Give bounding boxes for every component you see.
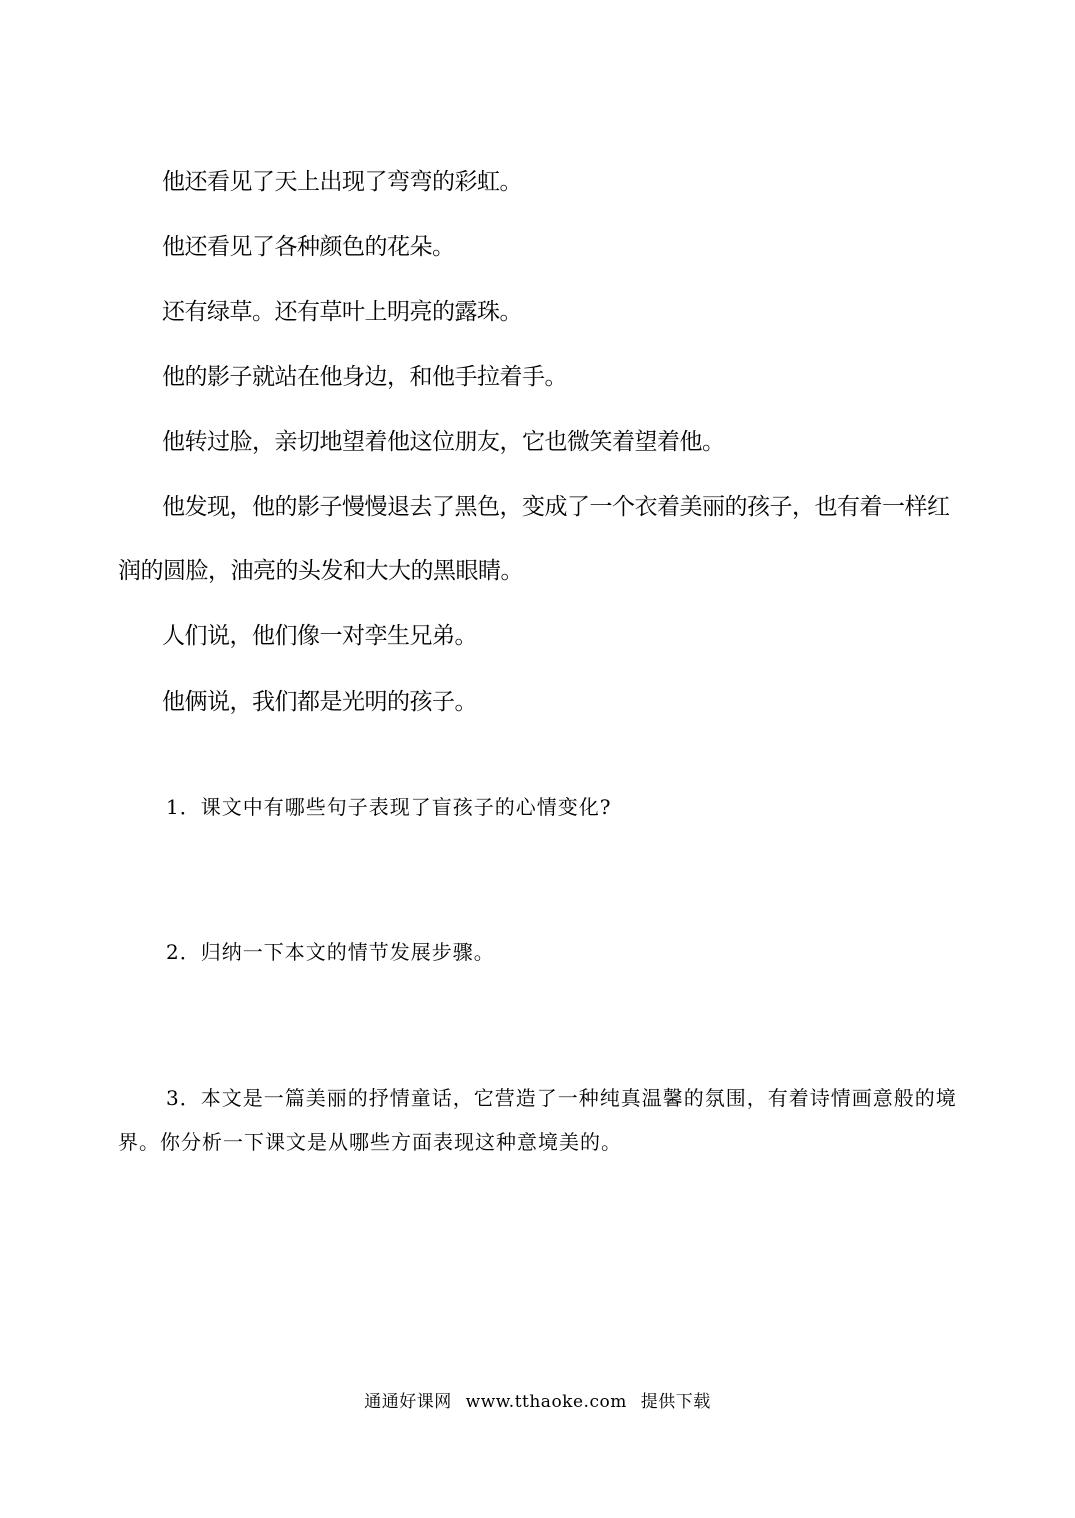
- story-paragraph-5: 他转过脸，亲切地望着他这位朋友，它也微笑着望着他。: [162, 429, 725, 455]
- story-paragraph-2: 他还看见了各种颜色的花朵。: [162, 234, 455, 260]
- question-1: 1．课文中有哪些句子表现了盲孩子的心情变化?: [166, 795, 612, 819]
- story-paragraph-8: 他俩说，我们都是光明的孩子。: [162, 689, 477, 715]
- story-paragraph-1: 他还看见了天上出现了弯弯的彩虹。: [162, 169, 522, 195]
- story-paragraph-6: 他发现，他的影子慢慢退去了黑色，变成了一个衣着美丽的孩子，也有着一样红润的圆脸，油亮的头发和大大的黑眼睛。: [118, 494, 950, 584]
- footer-tagline: 提供下载: [640, 1392, 711, 1412]
- footer-url: www.tthaoke.com: [465, 1392, 627, 1412]
- page-footer: [0, 1390, 1075, 1414]
- story-paragraph-7: 人们说，他们像一对孪生兄弟。: [162, 623, 477, 649]
- footer-site-name: 通通好课网: [364, 1392, 452, 1412]
- story-paragraph-3: 还有绿草。还有草叶上明亮的露珠。: [162, 299, 522, 325]
- question-2: 2．归纳一下本文的情节发展步骤。: [166, 940, 495, 964]
- question-3: 3．本文是一篇美丽的抒情童话，它营造了一种纯真温馨的氛围，有着诗情画意般的境界。你分析一下课文是从哪些方面表现这种意境美的。: [118, 1086, 957, 1154]
- story-paragraph-4: 他的影子就站在他身边，和他手拉着手。: [162, 364, 567, 390]
